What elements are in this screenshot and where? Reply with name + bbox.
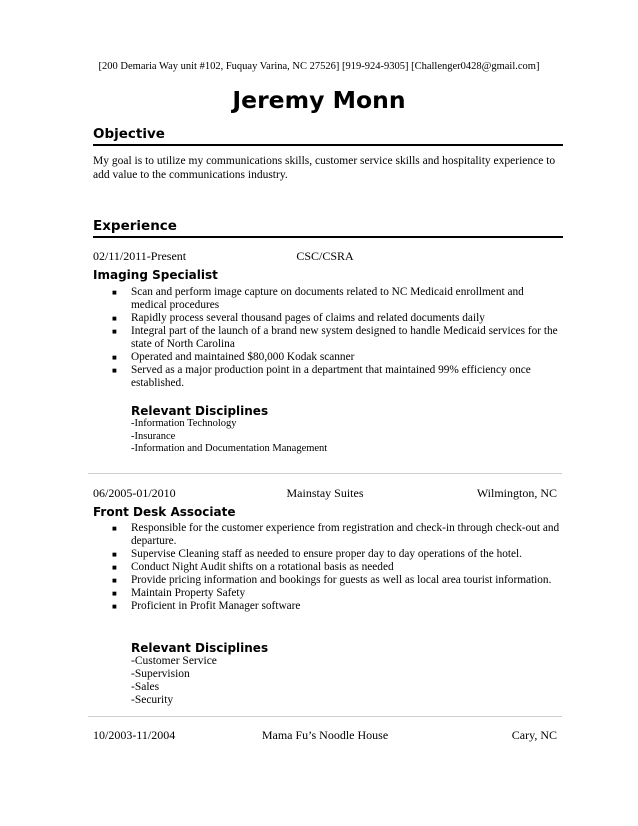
discipline-item: -Customer Service xyxy=(131,655,217,667)
list-item xyxy=(112,587,562,600)
contact-info: [200 Demaria Way unit #102, Fuquay Varina, NC 27526] [919-924-9305] [Challenger0428@gmail.com] xyxy=(98,61,540,72)
job-2-bullets xyxy=(112,522,562,613)
discipline-item: -Information Technology xyxy=(131,418,237,429)
job-3-location: Cary, NC xyxy=(511,728,557,742)
bullet-text: Responsible for the customer experience from registration and check-in through check-out and departure. xyxy=(131,522,560,547)
job-1-company: CSC/CSRA xyxy=(296,249,354,263)
bullet-icon: ■ xyxy=(112,353,117,362)
bullet-icon: ■ xyxy=(112,288,117,297)
job-divider xyxy=(88,716,562,717)
experience-heading xyxy=(93,216,563,238)
bullet-text: Proficient in Profit Manager software xyxy=(131,600,301,612)
bullet-text: Scan and perform image capture on documents related to NC Medicaid enrollment and medical procedures xyxy=(131,286,524,311)
list-item xyxy=(112,522,562,548)
job-2-row xyxy=(93,486,557,501)
job-1-row xyxy=(93,249,557,264)
discipline-item: -Information and Documentation Management xyxy=(131,443,328,454)
bullet-icon: ■ xyxy=(112,576,117,585)
job-1-bullets xyxy=(112,286,562,390)
bullet-text: Maintain Property Safety xyxy=(131,587,246,599)
list-item xyxy=(112,312,562,325)
discipline-item: -Insurance xyxy=(131,430,176,442)
list-item xyxy=(112,351,562,364)
discipline-item: -Sales xyxy=(131,681,160,693)
list-item xyxy=(112,325,562,351)
job-1-title: Imaging Specialist xyxy=(93,268,218,282)
bullet-icon: ■ xyxy=(112,366,117,375)
job-2-location: Wilmington, NC xyxy=(476,486,557,500)
bullet-text: Operated and maintained $80,000 Kodak scanner xyxy=(131,351,355,363)
bullet-icon: ■ xyxy=(112,327,117,336)
bullet-icon: ■ xyxy=(112,550,117,559)
bullet-text: Rapidly process several thousand pages of claims and related documents daily xyxy=(131,312,485,324)
job-2-disciplines xyxy=(131,655,217,707)
bullet-text: Supervise Cleaning staff as needed to ensure proper day to day operations of the hotel. xyxy=(131,548,522,560)
discipline-item: -Supervision xyxy=(131,668,190,680)
objective-text: My goal is to utilize my communications skills, customer service skills and hospitality experience to add value to the communications industry. xyxy=(93,155,556,181)
job-1-dates: 02/11/2011-Present xyxy=(93,249,187,263)
job-1-disciplines-heading: Relevant Disciplines xyxy=(131,404,269,418)
candidate-name: Jeremy Monn xyxy=(232,86,406,114)
objective-heading xyxy=(93,124,563,146)
bullet-icon: ■ xyxy=(112,602,117,611)
list-item xyxy=(112,574,562,587)
discipline-item: -Security xyxy=(131,694,174,706)
bullet-text: Integral part of the launch of a brand new system designed to handle Medicaid services for the state of North Carolina xyxy=(131,325,558,350)
objective-heading-label: Objective xyxy=(93,126,165,142)
bullet-icon: ■ xyxy=(112,314,117,323)
job-3-dates: 10/2003-11/2004 xyxy=(93,728,176,742)
bullet-icon: ■ xyxy=(112,563,117,572)
bullet-text: Conduct Night Audit shifts on a rotational basis as needed xyxy=(131,561,394,573)
job-1-disciplines xyxy=(131,418,327,456)
job-divider xyxy=(88,473,562,474)
list-item xyxy=(112,561,562,574)
list-item xyxy=(112,548,562,561)
bullet-text: Provide pricing information and bookings for guests as well as local area tourist information. xyxy=(131,574,552,586)
list-item xyxy=(112,286,562,312)
list-item xyxy=(112,600,562,613)
bullet-text: Served as a major production point in a department that maintained 99% efficiency once established. xyxy=(131,364,531,389)
job-2-company: Mainstay Suites xyxy=(286,486,364,500)
list-item xyxy=(112,364,562,390)
job-3-company: Mama Fu’s Noodle House xyxy=(261,728,389,742)
job-2-dates: 06/2005-01/2010 xyxy=(93,486,176,500)
bullet-icon: ■ xyxy=(112,589,117,598)
job-2-disciplines-heading: Relevant Disciplines xyxy=(131,641,269,655)
job-3-row xyxy=(93,728,557,743)
experience-heading-label: Experience xyxy=(93,218,177,234)
bullet-icon: ■ xyxy=(112,524,117,533)
job-2-title: Front Desk Associate xyxy=(93,505,236,519)
